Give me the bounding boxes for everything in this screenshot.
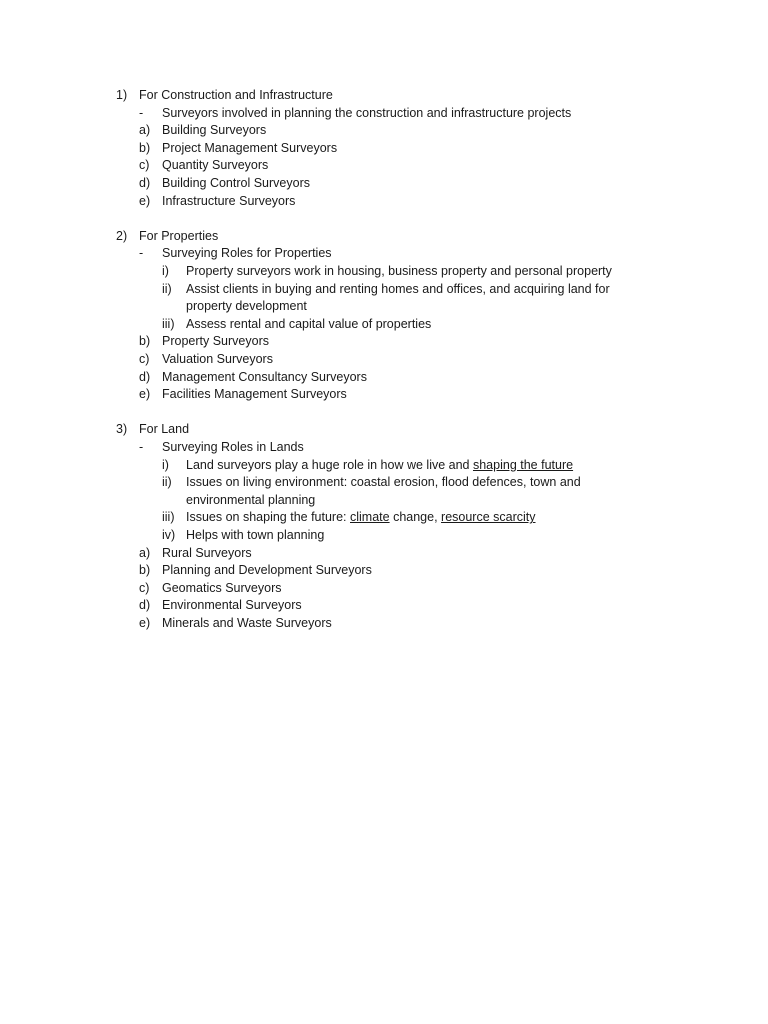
list-text: For Construction and Infrastructure <box>139 88 333 102</box>
list-marker: i) <box>162 264 169 278</box>
list-text <box>186 298 307 316</box>
text-segment: environmental planning <box>186 492 316 507</box>
list-text: Infrastructure Surveyors <box>162 193 296 208</box>
text-segment: Issues on living environment: coastal erosion, flood defences, town and <box>186 475 581 490</box>
list-marker: b) <box>139 334 151 349</box>
list-text <box>186 316 431 334</box>
list-text: Quantity Surveyors <box>162 158 269 173</box>
list-marker: e) <box>139 616 151 630</box>
list-marker: d) <box>139 598 151 613</box>
list-marker: iii) <box>162 510 175 525</box>
list-text <box>186 263 612 281</box>
list-marker: - <box>139 246 144 261</box>
list-text: Rural Surveyors <box>162 545 252 560</box>
list-text: Surveying Roles in Lands <box>162 440 304 454</box>
list-text: Planning and Development Surveyors <box>162 563 372 578</box>
list-marker: - <box>139 105 144 120</box>
list-marker: 1) <box>116 88 128 102</box>
list-marker: e) <box>139 387 151 402</box>
list-text: Valuation Surveyors <box>162 352 273 366</box>
list-marker: b) <box>139 563 151 578</box>
list-marker: ii) <box>162 475 172 490</box>
text-segment: Land surveyors play a huge role in how we live and <box>186 457 473 472</box>
list-marker: e) <box>139 193 151 208</box>
list-marker: d) <box>139 369 151 384</box>
list-text: Property Surveyors <box>162 334 269 349</box>
list-text: Management Consultancy Surveyors <box>162 369 367 384</box>
list-text: Facilities Management Surveyors <box>162 387 347 402</box>
list-marker: a) <box>139 545 151 560</box>
underlined-term: shaping the future <box>472 457 574 472</box>
list-text: Minerals and Waste Surveyors <box>162 616 332 630</box>
list-text: Project Management Surveyors <box>162 140 338 155</box>
text-segment: Assess rental and capital value of properties <box>186 316 432 331</box>
list-marker: b) <box>139 140 151 155</box>
list-text: Building Control Surveyors <box>162 176 310 190</box>
list-marker: c) <box>139 352 150 366</box>
list-marker: i) <box>162 457 169 472</box>
list-text: Geomatics Surveyors <box>162 580 282 595</box>
list-text: Building Surveyors <box>162 123 267 138</box>
list-marker: ii) <box>162 281 172 296</box>
text-segment: Property surveyors work in housing, business property and personal property <box>186 264 612 278</box>
list-text <box>186 457 573 475</box>
list-marker: c) <box>139 580 150 595</box>
list-text: For Land <box>139 422 190 437</box>
list-text: Surveyors involved in planning the construction and infrastructure projects <box>162 105 572 120</box>
underlined-term: resource scarcity <box>441 510 536 525</box>
list-marker: d) <box>139 176 151 190</box>
text-segment: property development <box>186 299 307 314</box>
list-text: For Properties <box>139 228 219 243</box>
list-text: Surveying Roles for Properties <box>162 246 332 261</box>
list-text: Environmental Surveyors <box>162 598 302 613</box>
text-segment: Issues on shaping the future: <box>186 510 350 525</box>
list-text <box>186 474 581 492</box>
list-marker: - <box>139 440 144 454</box>
underlined-term: climate <box>350 510 390 525</box>
list-marker: 3) <box>116 422 128 437</box>
list-marker: a) <box>139 123 151 138</box>
text-segment: change, <box>389 510 442 525</box>
text-segment: Assist clients in buying and renting homes and offices, and acquiring land for <box>186 281 610 296</box>
list-marker: c) <box>139 158 150 173</box>
list-text <box>186 492 315 510</box>
list-marker: 2) <box>116 228 128 243</box>
list-text <box>186 281 610 299</box>
list-marker: iv) <box>162 528 176 542</box>
list-text <box>186 509 536 527</box>
text-segment: Helps with town planning <box>186 528 325 542</box>
list-text <box>186 527 324 545</box>
list-marker: iii) <box>162 316 175 331</box>
